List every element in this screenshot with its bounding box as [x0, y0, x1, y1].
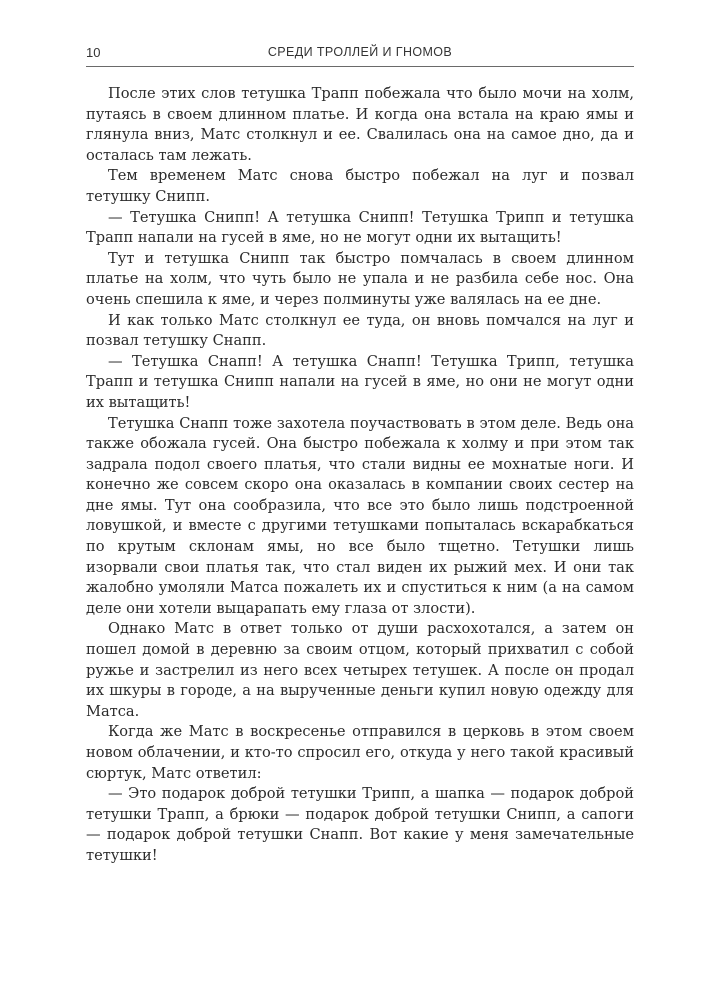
- paragraph: После этих слов тетушка Трапп побежала что было мочи на холм, путаясь в своем длинном платье. И когда она встала на краю ямы и глянула вниз, Матс столкнул и ее. Свалилась она на самое дно, да и осталась там лежать.: [86, 85, 634, 164]
- paragraph: Тут и тетушка Снипп так быстро помчалась в своем длинном платье на холм, что чуть было не упала и не разбила себе нос. Она очень спешила к яме, и через полминуты уже валялась на ее дне.: [86, 249, 634, 308]
- paragraph: Когда же Матс в воскресенье отправился в церковь в этом своем новом облачении, и кто-то спросил его, откуда у него такой красивый сюртук, Матс ответил:: [86, 723, 634, 782]
- paragraph: Тем временем Матс снова быстро побежал на луг и позвал тетушку Снипп.: [86, 167, 634, 205]
- dialogue-paragraph: — Тетушка Снипп! А тетушка Снипп! Тетушка Трипп и тетушка Трапп напали на гусей в яме, но не могут одни их вытащить!: [86, 208, 634, 247]
- running-header: [86, 44, 634, 67]
- body-text: [86, 84, 634, 867]
- page-number: 10: [86, 45, 101, 60]
- dialogue-paragraph: — Тетушка Снапп! А тетушка Снапп! Тетушка Трипп, тетушка Трапп и тетушка Снипп напали на гусей в яме, но они не могут одни их вытащить!: [86, 352, 634, 411]
- paragraph: И как только Матс столкнул ее туда, он вновь помчался на луг и позвал тетушку Снапп.: [86, 311, 634, 350]
- dialogue-paragraph: — Это подарок доброй тетушки Трипп, а шапка — подарок доброй тетушки Трапп, а брюки — подарок доброй тетушки Снипп, а сапоги — подарок доброй тетушки Снапп. Вот какие у меня замечательные тетушки!: [86, 785, 634, 864]
- running-title: СРЕДИ ТРОЛЛЕЙ И ГНОМОВ: [267, 45, 453, 59]
- paragraph: Однако Матс в ответ только от души расхохотался, а затем он пошел домой в деревню за своим отцом, который прихватил с собой ружье и застрелил из него всех четырех тетушек. А после он продал их шкуры в городе, а на вырученные деньги купил новую одежду для Матса.: [86, 620, 634, 720]
- paragraph: Тетушка Снапп тоже захотела поучаствовать в этом деле. Ведь она также обожала гусей. Она быстро побежала к холму и при этом так задрала подол своего платья, что стали видны ее мохнатые ноги. И конечно же совсем скоро она оказалась в компании своих сестер на дне ямы. Тут она сообразила, что все это было лишь подстроенной ловушкой, и вместе с другими тетушками попыталась вскарабкаться по крутым склонам ямы, но все было тщетно. Тетушки лишь изорвали свои платья так, что стал виден их рыжий мех. И они так жалобно умоляли Матса пожалеть их и спуститься к ним (а на самом деле они хотели выцарапать ему глаза от злости).: [86, 414, 634, 617]
